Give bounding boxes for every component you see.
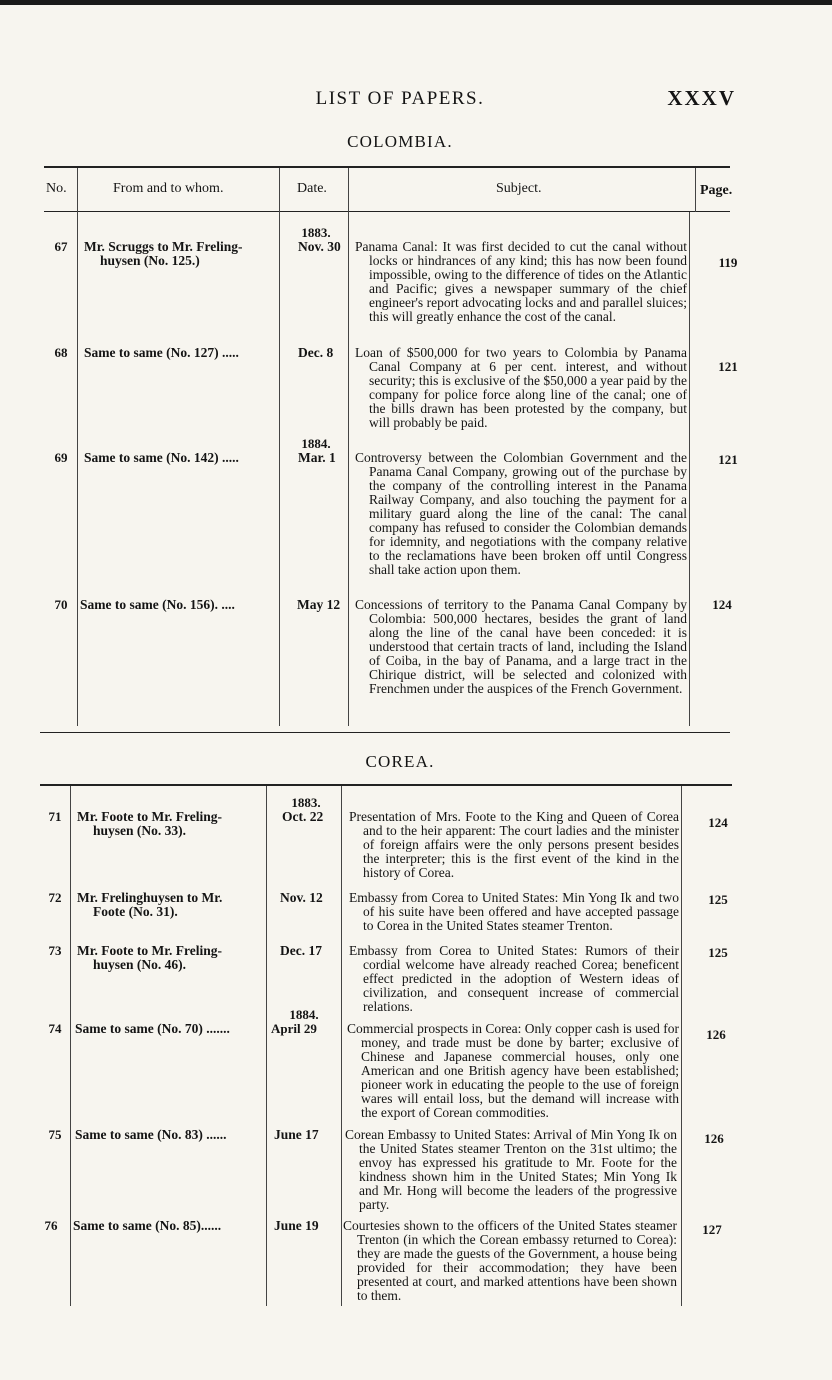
page-number: 127 bbox=[702, 1222, 722, 1237]
subject-cell: Presentation of Mrs. Foote to the King and Queen of Corea and to the heir apparent: The court ladies and the minister of foreign affairs were the only persons present besides the interpreter; this is the first event of the kind in the history of Corea. bbox=[349, 809, 679, 880]
subject-cell: Commercial prospects in Corea: Only copper cash is used for money, and trade must be done by barter; exclusive of Chinese and Japanese commercial houses, only one American and one British agency have been established; pioneer work in educating the people to the use of foreign wares will entail loss, but the demand will increase with the export of Corean commodities. bbox=[347, 1021, 679, 1120]
from-to-cell: Mr. Foote to Mr. Freling- huysen (No. 46). bbox=[77, 943, 222, 972]
from-to-cell: Mr. Frelinghuysen to Mr. Foote (No. 31). bbox=[77, 890, 223, 919]
paper-number: 73 bbox=[48, 943, 62, 958]
column-divider bbox=[77, 168, 78, 726]
from-to-cell: Same to same (No. 85)...... bbox=[73, 1218, 222, 1233]
section-title-corea: COREA. bbox=[365, 752, 435, 771]
date-cell: Nov. 12 bbox=[280, 890, 323, 905]
column-divider bbox=[348, 168, 349, 726]
paper-number: 75 bbox=[48, 1127, 62, 1142]
from-to-cell: Same to same (No. 142) ..... bbox=[84, 450, 239, 465]
from-to-cell: Same to same (No. 70) ....... bbox=[75, 1021, 230, 1036]
table-bottom-rule bbox=[40, 732, 730, 733]
column-divider bbox=[689, 212, 690, 726]
subject-cell: Panama Canal: It was first decided to cut the canal without locks or hindrances of any kind; this has now been found impossible, owing to the difference of tides on the Atlantic and Pacific; gives a newspaper summary of the chief engineer's report advocating locks and and parallel sluices; this will greatly enhance the cost of the canal. bbox=[355, 239, 687, 324]
subject-cell: Embassy from Corea to United States: Min Yong Ik and two of his suite have been offered and have accepted passage to Corea in the United States steamer Trenton. bbox=[349, 890, 679, 933]
page-number: 124 bbox=[708, 815, 728, 830]
subject-cell: Embassy from Corea to United States: Rumors of their cordial welcome have already reached Corea; beneficent effect predicted in the adoption of Western ideas of civilization, and consequent increase of commercial relations. bbox=[349, 943, 679, 1014]
page-number: 126 bbox=[706, 1027, 726, 1042]
date-cell: Mar. 1 bbox=[298, 450, 336, 465]
column-header-date: Date. bbox=[297, 181, 327, 196]
page-top-border bbox=[0, 0, 832, 5]
paper-number: 76 bbox=[44, 1218, 58, 1233]
year-label: 1884. bbox=[301, 436, 331, 451]
date-cell: June 19 bbox=[274, 1218, 319, 1233]
column-header-page: Page. bbox=[700, 183, 733, 198]
column-divider bbox=[70, 786, 71, 1306]
column-divider bbox=[341, 786, 342, 1306]
header-bottom-rule bbox=[44, 211, 730, 212]
column-divider bbox=[695, 168, 696, 212]
subject-cell: Corean Embassy to United States: Arrival of Min Yong Ik on the United States steamer Trenton on the 31st ultimo; the envoy has expressed his gratitude to Mr. Foote for the kindness shown him in the United States; Min Yong Ik and Mr. Hong will become the leaders of the progressive party. bbox=[345, 1127, 677, 1212]
subject-cell: Concessions of territory to the Panama Canal Company by Colombia: 500,000 hectares, besides the grant of land along the line of the canal have been conceded: it is understood that certain tracts of land, including the Island of Coiba, in the bay of Panama, and a large tract in the Chirique district, will be selected and colonized with Frenchmen under the auspices of the French Government. bbox=[355, 597, 687, 696]
page-number: 121 bbox=[718, 359, 738, 374]
subject-cell: Courtesies shown to the officers of the United States steamer Trenton (in which the Corean embassy returned to Corea): they are made the guests of the Government, a house being provided for their accommodation; they have been presented at court, and marked attentions have been shown to them. bbox=[343, 1218, 677, 1303]
page-number: 121 bbox=[718, 452, 738, 467]
column-header-no: No. bbox=[46, 181, 67, 196]
page-number: 124 bbox=[712, 597, 732, 612]
paper-number: 70 bbox=[54, 597, 68, 612]
page-number: 125 bbox=[708, 892, 728, 907]
subject-cell: Controversy between the Colombian Government and the Panama Canal Company, growing out of the purchase by the company of the controlling interest in the Panama Railway Company, and also touching the payment for a military guard along the line of the canal: The canal company has refused to consider the Colombian demands for idemnity, and negotiations with the company relative to the reclamations have been broken off until Congress shall take action upon them. bbox=[355, 450, 687, 577]
from-to-cell: Same to same (No. 83) ...... bbox=[75, 1127, 227, 1142]
from-to-cell: Mr. Foote to Mr. Freling- huysen (No. 33). bbox=[77, 809, 222, 838]
date-cell: Dec. 8 bbox=[298, 345, 334, 360]
paper-number: 72 bbox=[48, 890, 62, 905]
column-divider bbox=[266, 786, 267, 1306]
section-title-colombia: COLOMBIA. bbox=[347, 132, 453, 151]
subject-cell: Loan of $500,000 for two years to Colombia by Panama Canal Company at 6 per cent. interest, and without security; this is exclusive of the $50,000 a year paid by the company for police force along line of the canal; one of the bills drawn has been protested by the company, but will probably be paid. bbox=[355, 345, 687, 430]
table-top-rule bbox=[40, 784, 732, 786]
page-number-roman: XXXV bbox=[667, 86, 736, 110]
year-label: 1884. bbox=[289, 1007, 319, 1022]
paper-number: 68 bbox=[54, 345, 68, 360]
column-header-from: From and to whom. bbox=[113, 181, 224, 196]
year-label: 1883. bbox=[301, 225, 331, 240]
column-divider bbox=[681, 786, 682, 1306]
column-divider bbox=[279, 168, 280, 726]
date-cell: Nov. 30 bbox=[298, 239, 341, 254]
column-header-subject: Subject. bbox=[496, 181, 542, 196]
from-to-cell: Same to same (No. 156). .... bbox=[80, 597, 235, 612]
paper-number: 69 bbox=[54, 450, 68, 465]
from-to-cell: Same to same (No. 127) ..... bbox=[84, 345, 239, 360]
date-cell: May 12 bbox=[297, 597, 341, 612]
page-number: 119 bbox=[718, 255, 738, 270]
date-cell: June 17 bbox=[274, 1127, 319, 1142]
page-number: 125 bbox=[708, 945, 728, 960]
date-cell: Dec. 17 bbox=[280, 943, 322, 958]
paper-number: 71 bbox=[48, 809, 62, 824]
date-cell: April 29 bbox=[271, 1021, 317, 1036]
paper-number: 67 bbox=[54, 239, 68, 254]
from-to-cell: Mr. Scruggs to Mr. Freling- huysen (No. 125.) bbox=[84, 239, 243, 268]
table-top-rule bbox=[44, 166, 730, 168]
page-header-title: LIST OF PAPERS. bbox=[315, 88, 485, 109]
year-label: 1883. bbox=[291, 795, 321, 810]
date-cell: Oct. 22 bbox=[282, 809, 324, 824]
page-number: 126 bbox=[704, 1131, 724, 1146]
paper-number: 74 bbox=[48, 1021, 62, 1036]
